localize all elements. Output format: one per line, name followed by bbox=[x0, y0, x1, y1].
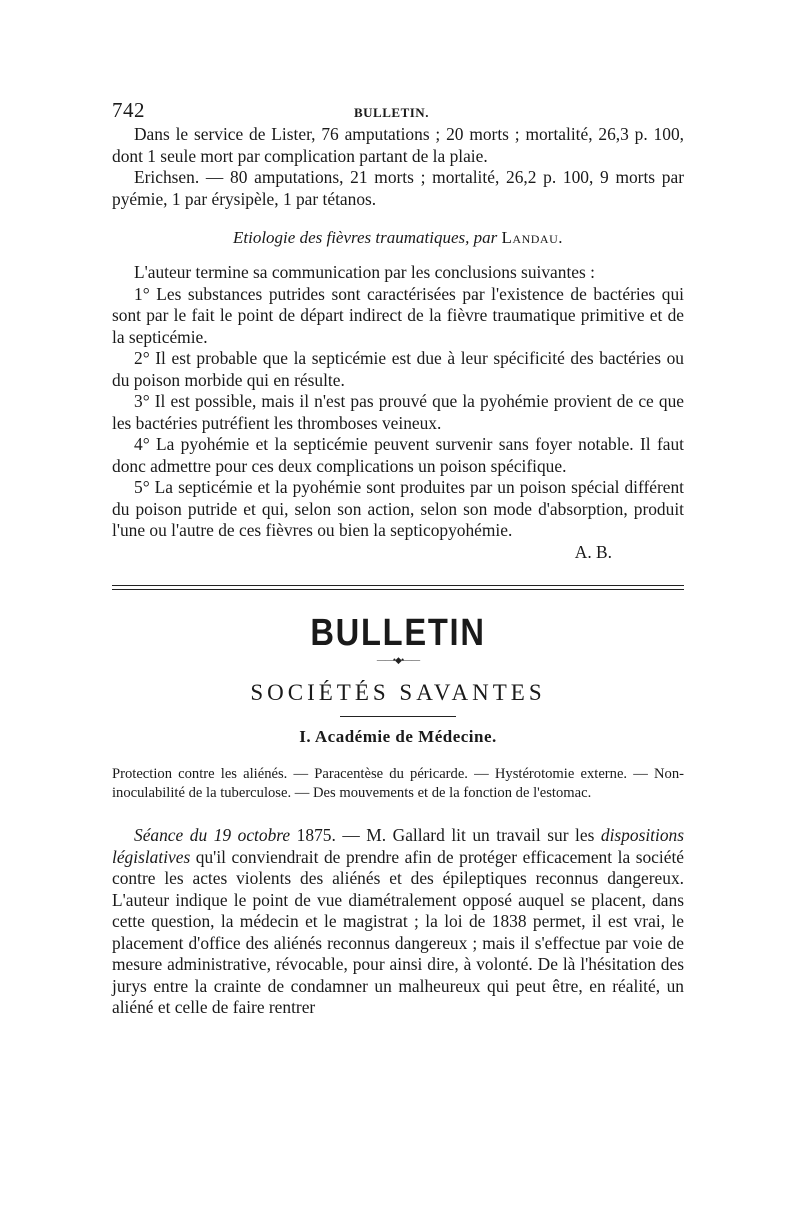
seance-text-2: qu'il conviendrait de prendre afin de protéger efficacement la société contre les actes violents des aliénés et des épileptiques reconnus dangereux. L'auteur indique le point de vue diamétralement opposé auquel se placent, dans cette question, la médecin et le magistrat ; la loi de 1838 permet, il est vrai, le placement d'office des aliénés reconnus dangereux ; mais il s'effectue par voie de mesure administrative, révocable, pour ainsi dire, à volonté. De là l'hésitation des jurys entre la crainte de condamner un malheureux qui peut être, en réalité, un aliéné et celle de faire rentrer bbox=[112, 846, 684, 1017]
signature-line bbox=[112, 542, 684, 564]
running-head: BULLETIN. bbox=[354, 105, 429, 120]
societes-savantes-heading: SOCIÉTÉS SAVANTES bbox=[250, 680, 546, 705]
conclusions-intro: L'auteur termine sa communication par les conclusions suivantes : bbox=[134, 262, 595, 282]
conclusion-1: 1° Les substances putrides sont caractérisées par l'existence de bactéries qui sont par le fait le point de départ indirect de la fièvre traumatique primitive et de la septicémie. bbox=[112, 283, 684, 347]
page-header bbox=[112, 98, 684, 124]
section-divider bbox=[112, 585, 684, 590]
subsection-title bbox=[112, 228, 684, 248]
paragraph-erichsen: Erichsen. — 80 amputations, 21 morts ; mortalité, 26,2 p. 100, 9 morts par pyémie, 1 par érysipèle, 1 par tétanos. bbox=[112, 167, 684, 209]
seance-date: Séance du 19 octobre bbox=[134, 825, 291, 845]
conclusion-3: 3° Il est possible, mais il n'est pas prouvé que la pyohémie provient de ce que les bactéries putréfient les thromboses veineux. bbox=[112, 391, 684, 433]
bulletin-title: BULLETIN bbox=[310, 612, 486, 654]
seance-paragraph bbox=[112, 825, 684, 1019]
signature: A. B. bbox=[574, 541, 612, 562]
heading-rule bbox=[340, 716, 456, 717]
academie-heading: I. Académie de Médecine. bbox=[299, 727, 497, 746]
seance-text-1: — M. Gallard lit un travail sur les bbox=[335, 825, 601, 845]
subsection-title-text: Etiologie des fièvres traumatiques, par bbox=[233, 228, 498, 247]
paragraph-lister: Dans le service de Lister, 76 amputations ; 20 morts ; mortalité, 26,3 p. 100, dont 1 seule mort par complication partant de la plaie. bbox=[112, 124, 684, 166]
seance-year: 1875. bbox=[296, 825, 336, 845]
conclusion-5: 5° La septicémie et la pyohémie sont produites par un poison spécial différent du poison putride et qui, selon son action, selon son mode d'absorption, produit l'une ou l'autre de ces fièvres ou bien la septicopyohémie. bbox=[112, 477, 684, 540]
conclusion-2: 2° Il est probable que la septicémie est due à leur spécificité des bactéries ou du poison morbide qui en résulte. bbox=[112, 348, 684, 390]
session-summary: Protection contre les aliénés. — Paracentèse du péricarde. — Hystérotomie externe. — Non-inoculabilité de la tuberculose. — Des mouvements et de la fonction de l'estomac. bbox=[112, 766, 684, 801]
seance-italic-phrase: dispositions législatives bbox=[112, 825, 684, 867]
subsection-author: Landau. bbox=[501, 228, 563, 247]
conclusion-4: 4° La pyohémie et la septicémie peuvent survenir sans foyer notable. Il faut donc admettre pour ces deux complications un poison spécifique. bbox=[112, 434, 684, 476]
document-page bbox=[112, 98, 684, 1019]
page-number: 742 bbox=[112, 98, 145, 122]
title-ornament: ——•◆•—— bbox=[376, 655, 420, 665]
